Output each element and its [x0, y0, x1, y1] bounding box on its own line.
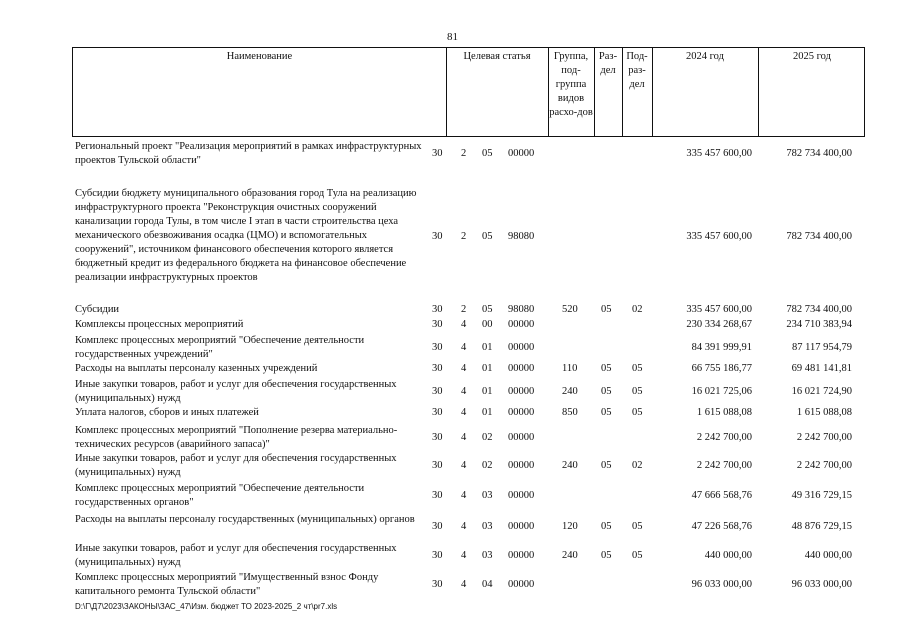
- cell-c4: 98080: [508, 304, 535, 315]
- row-name: Иные закупки товаров, работ и услуг для обеспечения государственных (муниципальных) нужд: [75, 453, 397, 478]
- row-name: Субсидии: [75, 304, 120, 315]
- table-row: [0, 482, 905, 510]
- cell-c4: 00000: [508, 386, 535, 397]
- table-row: [0, 452, 905, 480]
- row-name: Расходы на выплаты персоналу казенных учреждений: [75, 363, 318, 374]
- table-row: [0, 334, 905, 362]
- cell-v2: 2 242 700,00: [796, 460, 852, 471]
- cell-c5: 520: [562, 304, 578, 315]
- row-name: Региональный проект "Реализация мероприятий в рамках инфраструктурных проектов Тульской области": [75, 141, 422, 166]
- cell-c3: 05: [482, 304, 493, 315]
- row-name: Комплекс процессных мероприятий "Пополнение резерва материально-технических ресурсов (аварийного запаса)": [75, 425, 398, 450]
- header-year1: 2024 год: [686, 51, 724, 62]
- cell-c5: 240: [562, 386, 578, 397]
- header-year2: 2025 год: [793, 51, 831, 62]
- cell-c1: 30: [432, 231, 443, 242]
- cell-v2: 782 734 400,00: [786, 231, 852, 242]
- row-name: Комплекс процессных мероприятий "Обеспечение деятельности государственных учреждений": [75, 335, 365, 360]
- cell-c2: 4: [461, 342, 467, 353]
- cell-c1: 30: [432, 432, 443, 443]
- cell-c7: 05: [632, 550, 643, 561]
- cell-c6: 05: [601, 521, 612, 532]
- header-group: Группа, под-группа видов расхо-дов: [549, 51, 593, 118]
- cell-c2: 2: [461, 231, 467, 242]
- cell-c1: 30: [432, 148, 443, 159]
- cell-c2: 2: [461, 148, 467, 159]
- cell-c3: 01: [482, 342, 493, 353]
- row-name: Комплекс процессных мероприятий "Обеспечение деятельности государственных органов": [75, 483, 365, 508]
- cell-c2: 4: [461, 550, 467, 561]
- cell-c4: 98080: [508, 231, 535, 242]
- cell-c2: 4: [461, 363, 467, 374]
- cell-c2: 4: [461, 319, 467, 330]
- cell-c5: 110: [562, 363, 578, 374]
- cell-v2: 782 734 400,00: [786, 148, 852, 159]
- cell-v2: 16 021 724,90: [791, 386, 852, 397]
- cell-c4: 00000: [508, 319, 535, 330]
- cell-c7: 05: [632, 363, 643, 374]
- cell-c4: 00000: [508, 407, 535, 418]
- row-name: Иные закупки товаров, работ и услуг для обеспечения государственных (муниципальных) нужд: [75, 379, 397, 404]
- cell-v1: 1 615 088,08: [696, 407, 752, 418]
- table-row: [0, 571, 905, 599]
- cell-v2: 2 242 700,00: [796, 432, 852, 443]
- cell-v2: 782 734 400,00: [786, 304, 852, 315]
- cell-v1: 440 000,00: [704, 550, 752, 561]
- cell-c1: 30: [432, 490, 443, 501]
- cell-c7: 05: [632, 407, 643, 418]
- cell-c7: 05: [632, 521, 643, 532]
- table-row: [0, 542, 905, 570]
- cell-v1: 335 457 600,00: [686, 231, 752, 242]
- footer-path: D:\Г\Д7\2023\ЗАКОНЫ\ЗАС_47\Изм. бюджет ТО 2023-2025_2 чт\pr7.xls: [75, 602, 338, 611]
- cell-c4: 00000: [508, 432, 535, 443]
- cell-c6: 05: [601, 460, 612, 471]
- cell-c5: 240: [562, 460, 578, 471]
- table-row: [0, 424, 905, 452]
- cell-c1: 30: [432, 460, 443, 471]
- cell-c3: 04: [482, 579, 493, 590]
- cell-c2: 4: [461, 579, 467, 590]
- cell-c6: 05: [601, 363, 612, 374]
- cell-v1: 66 755 186,77: [691, 363, 752, 374]
- header-name: Наименование: [226, 51, 293, 62]
- cell-c3: 02: [482, 460, 493, 471]
- cell-v1: 335 457 600,00: [686, 148, 752, 159]
- cell-v1: 2 242 700,00: [696, 460, 752, 471]
- cell-c4: 00000: [508, 148, 535, 159]
- cell-c2: 4: [461, 407, 467, 418]
- cell-v1: 335 457 600,00: [686, 304, 752, 315]
- header-section: Раз-дел: [598, 51, 618, 76]
- cell-v2: 69 481 141,81: [791, 363, 852, 374]
- cell-c4: 00000: [508, 342, 535, 353]
- cell-c3: 01: [482, 363, 493, 374]
- cell-c1: 30: [432, 319, 443, 330]
- cell-c2: 4: [461, 432, 467, 443]
- cell-c3: 03: [482, 521, 493, 532]
- table-row: [0, 513, 905, 541]
- table-row: [0, 318, 905, 332]
- cell-v1: 16 021 725,06: [691, 386, 752, 397]
- table-row: [0, 378, 905, 406]
- cell-v1: 47 226 568,76: [691, 521, 752, 532]
- cell-c6: 05: [601, 304, 612, 315]
- table-row: [0, 362, 905, 376]
- cell-v2: 96 033 000,00: [791, 579, 852, 590]
- cell-c1: 30: [432, 550, 443, 561]
- table-row: [0, 303, 905, 317]
- cell-c4: 00000: [508, 490, 535, 501]
- cell-c4: 00000: [508, 550, 535, 561]
- cell-c6: 05: [601, 386, 612, 397]
- cell-c2: 4: [461, 460, 467, 471]
- cell-c4: 00000: [508, 579, 535, 590]
- cell-c5: 850: [562, 407, 578, 418]
- cell-c1: 30: [432, 304, 443, 315]
- cell-c3: 02: [482, 432, 493, 443]
- row-name: Иные закупки товаров, работ и услуг для обеспечения государственных (муниципальных) нужд: [75, 543, 397, 568]
- row-name: Уплата налогов, сборов и иных платежей: [75, 407, 259, 418]
- cell-c1: 30: [432, 521, 443, 532]
- cell-c7: 05: [632, 386, 643, 397]
- cell-c2: 4: [461, 386, 467, 397]
- cell-c1: 30: [432, 407, 443, 418]
- cell-v2: 87 117 954,79: [792, 342, 852, 353]
- cell-v1: 2 242 700,00: [696, 432, 752, 443]
- cell-c3: 03: [482, 490, 493, 501]
- row-name: Расходы на выплаты персоналу государственных (муниципальных) органов: [75, 514, 415, 525]
- cell-c7: 02: [632, 304, 643, 315]
- cell-v2: 440 000,00: [804, 550, 852, 561]
- cell-c1: 30: [432, 386, 443, 397]
- cell-c6: 05: [601, 407, 612, 418]
- cell-v1: 96 033 000,00: [691, 579, 752, 590]
- cell-c3: 00: [482, 319, 493, 330]
- cell-c3: 03: [482, 550, 493, 561]
- cell-v1: 47 666 568,76: [691, 490, 752, 501]
- cell-c6: 05: [601, 550, 612, 561]
- cell-c4: 00000: [508, 521, 535, 532]
- cell-c2: 4: [461, 490, 467, 501]
- row-name: Комплекс процессных мероприятий "Имущественный взнос Фонду капитального ремонта Тульской области": [75, 572, 379, 597]
- cell-v1: 230 334 268,67: [686, 319, 752, 330]
- cell-c5: 120: [562, 521, 578, 532]
- cell-v1: 84 391 999,91: [691, 342, 752, 353]
- cell-c7: 02: [632, 460, 643, 471]
- cell-c1: 30: [432, 579, 443, 590]
- cell-c3: 01: [482, 407, 493, 418]
- header-subsection: Под-раз-дел: [626, 51, 648, 90]
- cell-c1: 30: [432, 363, 443, 374]
- cell-v2: 49 316 729,15: [791, 490, 852, 501]
- table-row: [0, 406, 905, 420]
- table-header: [72, 47, 865, 137]
- row-name: Субсидии бюджету муниципального образования город Тула на реализацию инфраструктурного проекта "Реконструкция очистных сооружений канализации города Тулы, в том числе I этап в части строительства цеха механического обезвоживания осадка (ЦМО) и вспомогательных сооружений", источником финансового обеспечения которого является бюджетный кредит из федерального бюджета на финансовое обеспечение реализации инфраструктурных проектов: [75, 188, 417, 283]
- cell-c1: 30: [432, 342, 443, 353]
- header-target: Целевая статья: [463, 51, 531, 62]
- page-number: 81: [447, 31, 458, 43]
- cell-v2: 48 876 729,15: [791, 521, 852, 532]
- cell-c5: 240: [562, 550, 578, 561]
- cell-v2: 1 615 088,08: [796, 407, 852, 418]
- cell-v2: 234 710 383,94: [786, 319, 852, 330]
- cell-c3: 01: [482, 386, 493, 397]
- cell-c2: 2: [461, 304, 467, 315]
- cell-c4: 00000: [508, 363, 535, 374]
- cell-c4: 00000: [508, 460, 535, 471]
- cell-c3: 05: [482, 148, 493, 159]
- cell-c3: 05: [482, 231, 493, 242]
- table-row: [0, 140, 905, 168]
- cell-c2: 4: [461, 521, 467, 532]
- table-row: [0, 187, 905, 287]
- row-name: Комплексы процессных мероприятий: [75, 319, 244, 330]
